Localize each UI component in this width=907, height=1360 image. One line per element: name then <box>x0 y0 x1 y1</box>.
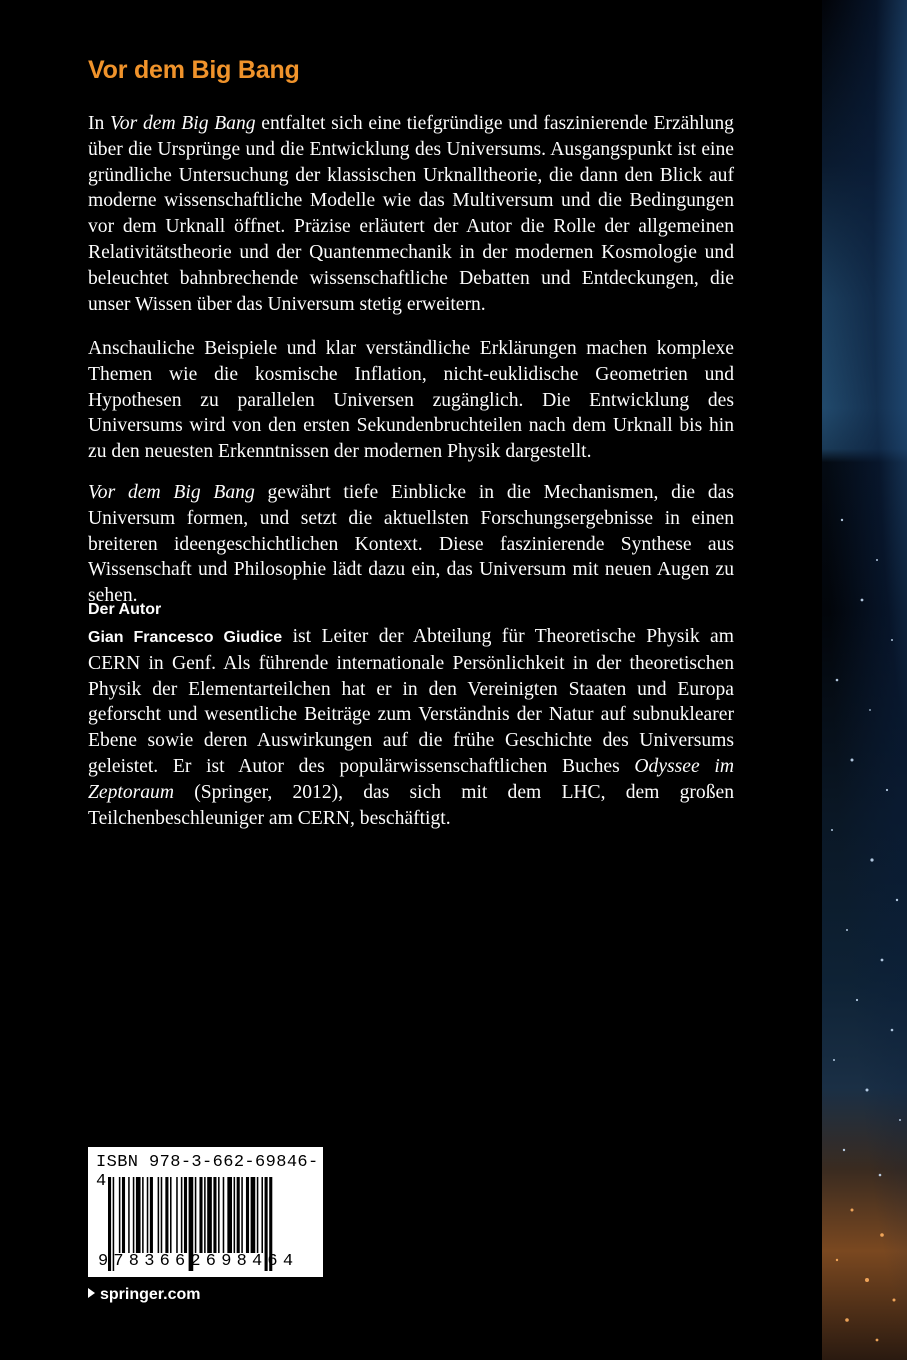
arrow-right-icon <box>88 1288 95 1298</box>
author-heading-block <box>88 596 734 623</box>
barcode-bar <box>223 1177 225 1253</box>
barcode-bar <box>246 1177 249 1253</box>
barcode-bar <box>213 1177 216 1253</box>
barcode-bar <box>261 1177 263 1253</box>
barcode-bar <box>251 1177 256 1253</box>
barcode-bar <box>147 1177 149 1253</box>
barcode-bar <box>133 1177 135 1253</box>
barcode-bar <box>158 1177 160 1253</box>
publisher-link-text: springer.com <box>100 1286 201 1303</box>
isbn-barcode <box>88 1147 323 1277</box>
barcode-bar <box>150 1177 153 1253</box>
author-heading: Der Autor <box>88 601 162 618</box>
paragraph-text: Anschauliche Beispiele und klar verständliche Erklärungen machen komplexe Themen wie die kosmische Inflation, nicht-euklidische Geometrien und Hypothesen zu parallelen Universen zugänglich. Die Entwicklung des Universums wird von den ersten Sekundenbruchteilen nach dem Urknall bis hin zu den neuesten Erkenntnissen der modernen Physik dargestellt. <box>88 338 734 463</box>
other-book-title: Odyssee im Zeptoraum <box>88 755 734 803</box>
description-paragraph-2 <box>88 336 734 465</box>
barcode-bar <box>207 1177 212 1253</box>
barcode-bar <box>161 1177 163 1253</box>
space-stars-illustration <box>822 0 907 1360</box>
barcode-digits-text: 9783662698464 <box>98 1252 299 1271</box>
author-name: Gian Francesco Giudice <box>88 629 283 646</box>
author-bio-text-end: (Springer, 2012), das sich mit dem LHC, dem großen Teilchenbeschleuniger am CERN, beschäftigt. <box>88 781 734 829</box>
barcode-bar <box>165 1177 168 1253</box>
barcode-bar <box>122 1177 125 1253</box>
barcode-bar <box>241 1177 243 1253</box>
barcode-bar <box>204 1177 206 1253</box>
book-title-inline: Vor dem Big Bang <box>88 482 255 503</box>
barcode-bar <box>199 1177 202 1253</box>
author-bio <box>88 624 734 831</box>
barcode-bar <box>176 1177 178 1253</box>
barcode-bar <box>237 1177 240 1253</box>
book-title-heading: Vor dem Big Bang <box>88 56 300 84</box>
cover-spine-space-image <box>822 0 907 1360</box>
barcode-bar <box>234 1177 236 1253</box>
barcode-digits <box>88 1252 323 1274</box>
barcode-bar <box>136 1177 141 1253</box>
barcode-bar <box>184 1177 187 1253</box>
description-paragraph-3 <box>88 480 734 609</box>
book-title-inline: Vor dem Big Bang <box>110 113 256 134</box>
barcode-bar <box>119 1177 121 1253</box>
barcode-bar <box>195 1177 197 1253</box>
isbn-label: ISBN 978-3-662-69846-4 <box>96 1153 319 1191</box>
paragraph-lead: In <box>88 113 105 134</box>
barcode-bar <box>128 1177 130 1253</box>
publisher-link[interactable] <box>88 1286 200 1304</box>
description-paragraph-1 <box>88 111 734 317</box>
barcode-bar <box>227 1177 232 1253</box>
barcode-bar <box>218 1177 220 1253</box>
paragraph-text: gewährt tiefe Einblicke in die Mechanismen, die das Universum formen, und setzt die aktuellsten Forschungsergebnisse in einen breiteren ideengeschichtlichen Kontext. Diese faszinierende Synthese aus Wissenschaft und Philosophie lädt dazu ein, das Universum mit neuen Augen zu sehen. <box>88 482 734 607</box>
barcode-bar <box>257 1177 259 1253</box>
barcode-bar <box>181 1177 183 1253</box>
author-bio-text: ist Leiter der Abteilung für Theoretische Physik am CERN in Genf. Als führende internationale Persönlichkeit in der theoretischen Physik der Elementarteilchen hat er in den Vereinigten Staaten und Europa geforscht und wesentliche Beiträge zum Verständnis der Natur auf subnuklearer Ebene sowie deren Auswirkungen auf die frühe Geschichte des Universums geleistet. Er ist Autor des populärwissenschaftlichen Buches <box>88 626 734 777</box>
barcode-bar <box>170 1177 172 1253</box>
paragraph-text: entfaltet sich eine tiefgründige und faszinierende Erzählung über die Ursprünge und die Entwicklung des Universums. Ausgangspunkt ist eine gründliche Untersuchung der klassischen Urknalltheorie, die dann den Blick auf moderne wissenschaftliche Modelle wie das Multiversum und die Bedingungen vor dem Urknall öffnet. Präzise erläutert der Autor die Rolle der allgemeinen Relativitätstheorie und der Quantenmechanik in der modernen Kosmologie und beleuchtet bahnbrechende wissenschaftliche Debatten und Entdeckungen, die unser Wissen über das Universum stetig erweitern. <box>88 113 734 315</box>
barcode-bar <box>142 1177 144 1253</box>
